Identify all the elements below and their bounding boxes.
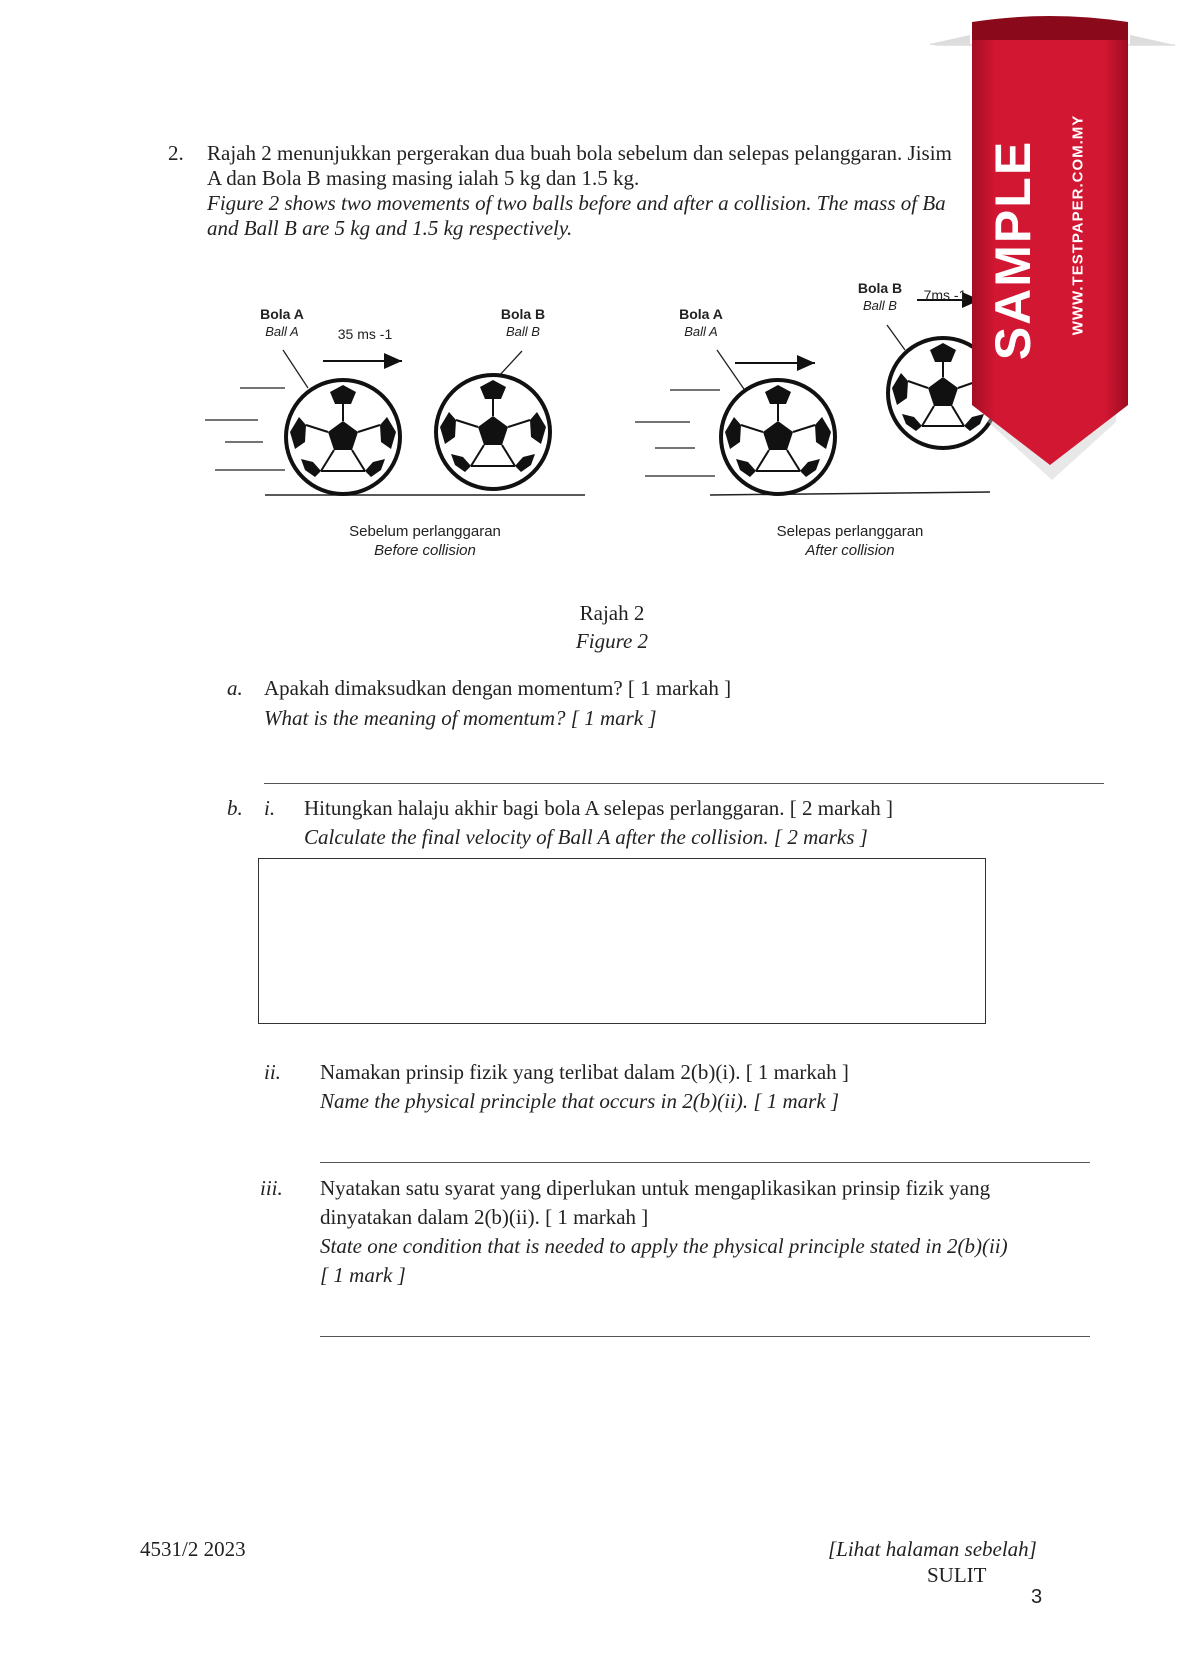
part-b-iii-malay-2: dinyatakan dalam 2(b)(ii). [ 1 markah ] [320,1205,649,1229]
next-page-note: [Lihat halaman sebelah] [828,1537,1037,1561]
part-b-iii-english-1: State one condition that is needed to apply the physical principle stated in 2(b)(ii) [320,1234,1008,1258]
part-b-iii-label: iii. [260,1176,283,1200]
question-number: 2. [168,141,184,165]
part-a-label: a. [227,676,243,700]
part-b-i-malay: Hitungkan halaju akhir bagi bola A selepas perlanggaran. [ 2 markah ] [304,796,893,820]
part-a-malay: Apakah dimaksudkan dengan momentum? [ 1 markah ] [264,676,732,700]
answer-line-b-iii[interactable] [320,1336,1090,1337]
sample-url: WWW.TESTPAPER.COM.MY [1069,114,1087,336]
part-b-iii-english-2: [ 1 mark ] [320,1263,406,1287]
ground-line-after [710,492,990,495]
answer-box-b-i[interactable] [258,858,986,1024]
answer-line-a[interactable] [264,783,1104,784]
before-ball-b-label-en: Ball B [506,324,540,339]
after-velocity-label: 7ms -1 [923,287,967,303]
before-ball-a-label-en: Ball A [265,324,299,339]
motion-lines-before [205,388,285,470]
before-caption-malay: Sebelum perlanggaran [349,523,501,540]
after-ball-b-label-en: Ball B [863,298,897,313]
sample-ribbon [930,10,1180,480]
intro-english-line-2: and Ball B are 5 kg and 1.5 kg respectively. [207,216,573,240]
classification-label: SULIT [927,1563,987,1587]
after-ball-a-label-en: Ball A [684,324,718,339]
before-ball-b-label: Bola B [500,306,546,322]
before-ball-a-label: Bola A [260,306,304,322]
figure-title-malay: Rajah 2 [579,601,645,625]
before-velocity-label: 35 ms -1 [337,326,393,342]
part-b-i-label: i. [264,796,276,820]
intro-malay-line-1: Rajah 2 menunjukkan pergerakan dua buah bola sebelum dan selepas pelanggaran. Jisim [207,141,952,165]
answer-line-b-ii[interactable] [320,1162,1090,1163]
part-b-i-english: Calculate the final velocity of Ball A after the collision. [ 2 marks ] [304,825,868,849]
motion-lines-after [635,390,720,476]
after-caption-malay: Selepas perlanggaran [776,523,924,540]
after-ball-b-label: Bola B [857,280,903,296]
after-ball-a-label: Bola A [679,306,723,322]
ball-b-before [436,375,550,489]
part-b-ii-english: Name the physical principle that occurs in 2(b)(ii). [ 1 mark ] [320,1089,840,1113]
part-b-label: b. [227,796,243,820]
before-caption-english: Before collision [374,542,476,559]
part-b-ii-label: ii. [264,1060,281,1084]
figure-title-english: Figure 2 [575,629,649,653]
ball-a-before [286,380,400,494]
paper-code: 4531/2 2023 [140,1537,246,1561]
intro-english-line-1: Figure 2 shows two movements of two balls before and after a collision. The mass of Ba [207,191,946,215]
part-a-english: What is the meaning of momentum? [ 1 mark ] [264,706,657,730]
ball-a-after [721,380,835,494]
sample-text: SAMPLE [985,139,1041,361]
part-b-ii-malay: Namakan prinsip fizik yang terlibat dalam 2(b)(i). [ 1 markah ] [320,1060,849,1084]
page-number: 3 [1031,1586,1043,1608]
intro-malay-line-2: A dan Bola B masing masing ialah 5 kg dan 1.5 kg. [207,166,640,190]
after-caption-english: After collision [805,542,895,559]
part-b-iii-malay-1: Nyatakan satu syarat yang diperlukan untuk mengaplikasikan prinsip fizik yang [320,1176,991,1200]
ribbon-shape [930,10,1180,480]
